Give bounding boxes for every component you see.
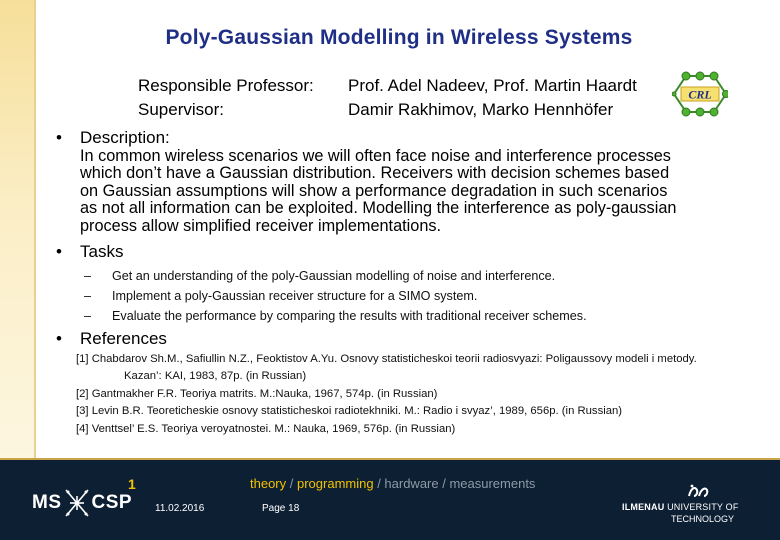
professor-row	[138, 74, 637, 98]
description-line: process allow simplified receiver implementations.	[80, 216, 442, 235]
footer-accent-line	[0, 458, 780, 460]
supervisor-row	[138, 98, 637, 122]
university-name-bold: ILMENAU	[622, 502, 665, 512]
university-name-line2: TECHNOLOGY	[670, 514, 734, 524]
description-line: on Gaussian assumptions will show a performance degradation in such scenarios	[80, 181, 668, 200]
tagline-separator: /	[286, 476, 297, 491]
footer-page-label: Page 18	[262, 503, 300, 514]
list-item: Kazan’: KAI, 1983, 87p. (in Russian)	[124, 370, 307, 383]
task-text: Evaluate the performance by comparing the results with traditional receiver schemes.	[112, 309, 587, 323]
supervisor-value: Damir Rakhimov, Marko Hennhöfer	[348, 100, 614, 119]
references-heading: References	[80, 329, 167, 348]
professor-value: Prof. Adel Nadeev, Prof. Martin Haardt	[348, 76, 637, 95]
description-line: as not all information can be exploited. Modelling the interference as poly-gaussian	[80, 199, 677, 218]
staff-info	[138, 74, 637, 122]
university-name-line1	[622, 502, 739, 512]
bullet-marker: •	[56, 128, 62, 147]
list-item: [1] Chabdarov Sh.M., Safiullin N.Z., Feoktistov A.Yu. Osnovy statisticheskoi teorii radiosvyazi: Poligaussovy modeli i metody.	[76, 352, 697, 365]
slide-number: 1	[128, 476, 136, 492]
description-heading: Description:	[80, 128, 170, 147]
task-text: Get an understanding of the poly-Gaussian modelling of noise and interference.	[112, 269, 556, 283]
list-item: [2] Gantmakher F.R. Teoriya matrits. M.:Nauka, 1967, 574p. (in Russian)	[76, 387, 438, 400]
university-name-thin: UNIVERSITY OF	[664, 502, 739, 512]
description-line: which don’t have a Gaussian distribution. Receivers with decision schemes based	[80, 164, 670, 183]
tagline-theory: theory	[250, 476, 287, 491]
description-text	[80, 148, 750, 235]
ilmenau-university-logo	[622, 484, 740, 530]
references-list	[76, 350, 697, 438]
network-cross-icon	[64, 488, 90, 518]
mscsp-logo-text-left: MS	[32, 492, 62, 513]
list-item	[84, 286, 587, 306]
list-item	[84, 306, 587, 326]
footer-date: 11.02.2016	[155, 503, 205, 514]
tasks-heading: Tasks	[80, 242, 124, 261]
crl-logo-text: CRL	[688, 87, 712, 102]
tagline-rest: / hardware / measurements	[373, 476, 536, 491]
bullet-marker: •	[56, 329, 62, 348]
list-item	[84, 266, 587, 286]
left-decorative-stripe	[0, 0, 36, 460]
supervisor-label: Supervisor:	[138, 100, 224, 119]
mscsp-logo-text-right: CSP	[91, 492, 133, 513]
professor-label: Responsible Professor:	[138, 76, 314, 95]
footer-bar	[0, 458, 780, 540]
slide-title: Poly-Gaussian Modelling in Wireless Systems	[165, 26, 633, 49]
crl-logo	[672, 70, 728, 118]
list-item: [4] Venttsel’ E.S. Teoriya veroyatnostei. M.: Nauka, 1969, 576p. (in Russian)	[76, 422, 456, 435]
university-mark-icon	[686, 484, 712, 498]
description-line: In common wireless scenarios we will often face noise and interference processes	[80, 147, 671, 165]
dash-marker: –	[84, 289, 92, 303]
dash-marker: –	[84, 269, 92, 283]
tasks-list	[84, 266, 587, 326]
footer-tagline	[250, 476, 535, 491]
task-text: Implement a poly-Gaussian receiver structure for a SIMO system.	[112, 289, 478, 303]
dash-marker: –	[84, 309, 92, 323]
mscsp-logo	[32, 486, 132, 520]
list-item: [3] Levin B.R. Teoreticheskie osnovy statisticheskoi radiotekhniki. M.: Radio i svyaz’, 1989, 656p. (in Russian)	[76, 405, 623, 418]
tagline-programming: programming	[296, 476, 374, 491]
bullet-marker: •	[56, 242, 62, 261]
